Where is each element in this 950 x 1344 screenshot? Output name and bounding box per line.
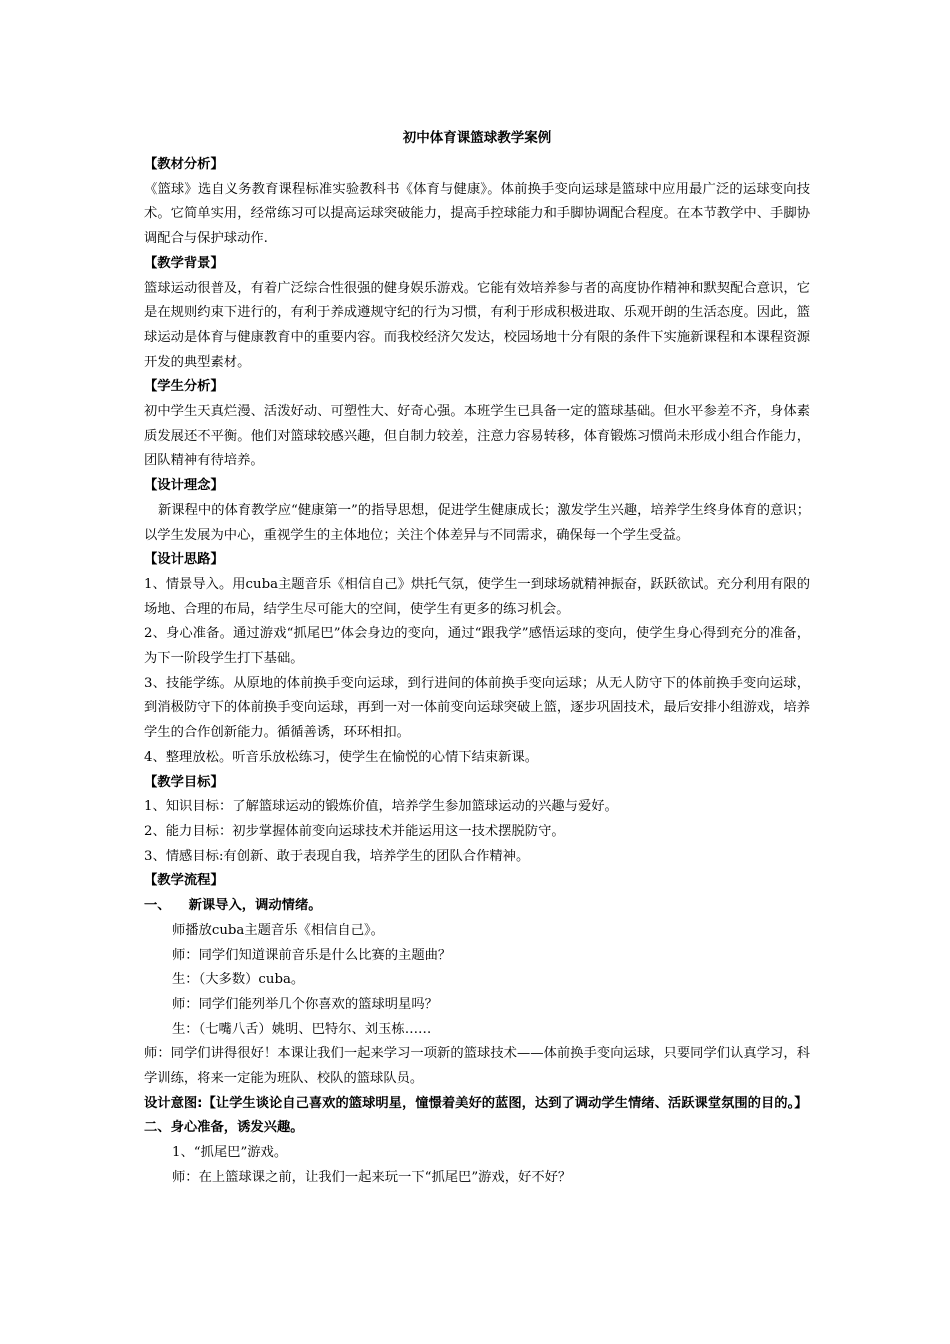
section-heading-process: 【教学流程】 — [144, 873, 224, 889]
list-item: 2、能力目标：初步掌握体前变向运球技术并能运用这一技术摆脱防守。 — [144, 823, 565, 839]
process-part-1-title: 新课导入，调动情绪。 — [188, 898, 322, 914]
section-heading-concept: 【设计理念】 — [144, 478, 224, 494]
list-item: 2、身心准备。通过游戏“抓尾巴”体会身边的变向，通过“跟我学”感悟运球的变向，使学生身心得到充分的准备，为下一阶段学生打下基础。 — [144, 626, 810, 667]
list-item: 3、情感目标:有创新、敢于表现自我，培养学生的团队合作精神。 — [144, 848, 530, 864]
dialog-line: 师：同学们能列举几个你喜欢的篮球明星吗？ — [172, 996, 438, 1012]
dialog-line: 师播放cuba主题音乐《相信自己》。 — [172, 922, 384, 938]
process-part-1-heading — [144, 894, 810, 919]
list-item: 1、情景导入。用cuba主题音乐《相信自己》烘托气氛，使学生一到球场就精神振奋，跃跃欲试。充分利用有限的场地、合理的布局，结学生尽可能大的空间，使学生有更多的练习机会。 — [144, 576, 810, 617]
document-body — [144, 153, 810, 1191]
paragraph-background: 篮球运动很普及，有着广泛综合性很强的健身娱乐游戏。它能有效培养参与者的高度协作精神和默契配合意识，它是在规则约束下进行的，有利于养成遵规守纪的行为习惯，有利于形成积极进取、乐观开朗的生活态度。因此，篮球运动是体育与健康教育中的重要内容。而我校经济欠发达，校园场地十分有限的条件下实施新课程和本课程资源开发的典型素材。 — [144, 280, 810, 370]
list-item: 1、知识目标：了解篮球运动的锻炼价值，培养学生参加篮球运动的兴趣与爱好。 — [144, 799, 618, 815]
paragraph-materials: 《篮球》选自义务教育课程标准实验教科书《体育与健康》。体前换手变向运球是篮球中应用最广泛的运球变向技术。它简单实用，经常练习可以提高运球突破能力，提高手控球能力和手脚协调配合程度。在本节教学中、手脚协调配合与保护球动作. — [144, 181, 810, 247]
paragraph-students: 初中学生天真烂漫、活泼好动、可塑性大、好奇心强。本班学生已具备一定的篮球基础。但水平参差不齐，身体素质发展还不平衡。他们对篮球较感兴趣，但自制力较差，注意力容易转移，体育锻炼习惯尚未形成小组合作能力，团队精神有待培养。 — [144, 404, 810, 469]
game-title: 1、“抓尾巴”游戏。 — [172, 1145, 288, 1161]
paragraph-concept: 新课程中的体育教学应“健康第一”的指导思想，促进学生健康成长；激发学生兴趣，培养学生终身体育的意识；以学生发展为中心，重视学生的主体地位；关注个体差异与不同需求，确保每一个学生受益。 — [144, 502, 810, 543]
dialog-line: 师：在上篮球课之前，让我们一起来玩一下“抓尾巴”游戏，好不好？ — [172, 1169, 572, 1185]
teacher-speech: 师：同学们讲得很好！本课让我们一起来学习一项新的篮球技术——体前换手变向运球，只要同学们认真学习，科学训练，将来一定能为班队、校队的篮球队员。 — [144, 1046, 810, 1087]
dialog-line: 师：同学们知道课前音乐是什么比赛的主题曲？ — [172, 947, 452, 963]
section-heading-background: 【教学背景】 — [144, 255, 224, 271]
design-intent: 设计意图:【让学生谈论自己喜欢的篮球明星，憧憬着美好的蓝图，达到了调动学生情绪、活跃课堂氛围的目的。】 — [144, 1095, 808, 1111]
process-part-2-heading: 二、身心准备，诱发兴趣。 — [144, 1120, 304, 1136]
section-heading-materials: 【教材分析】 — [144, 157, 224, 172]
section-heading-approach: 【设计思路】 — [144, 552, 224, 568]
document-title: 初中体育课篮球教学案例 — [402, 130, 552, 146]
section-heading-goals: 【教学目标】 — [144, 774, 224, 790]
dialog-line: 生：（大多数）cuba。 — [172, 972, 305, 988]
list-item: 4、整理放松。听音乐放松练习，使学生在愉悦的心情下结束新课。 — [144, 749, 539, 765]
process-part-1-number: 一、 — [144, 898, 171, 914]
dialog-line: 生：（七嘴八舌）姚明、巴特尔、刘玉栋…… — [172, 1021, 432, 1037]
list-item: 3、技能学练。从原地的体前换手变向运球，到行进间的体前换手变向运球；从无人防守下的体前换手变向运球，到消极防守下的体前换手变向运球，再到一对一体前变向运球突破上篮，逐步巩固技术，最后安排小组游戏，培养学生的合作创新能力。循循善诱，环环相扣。 — [144, 675, 810, 741]
section-heading-students: 【学生分析】 — [144, 379, 224, 395]
